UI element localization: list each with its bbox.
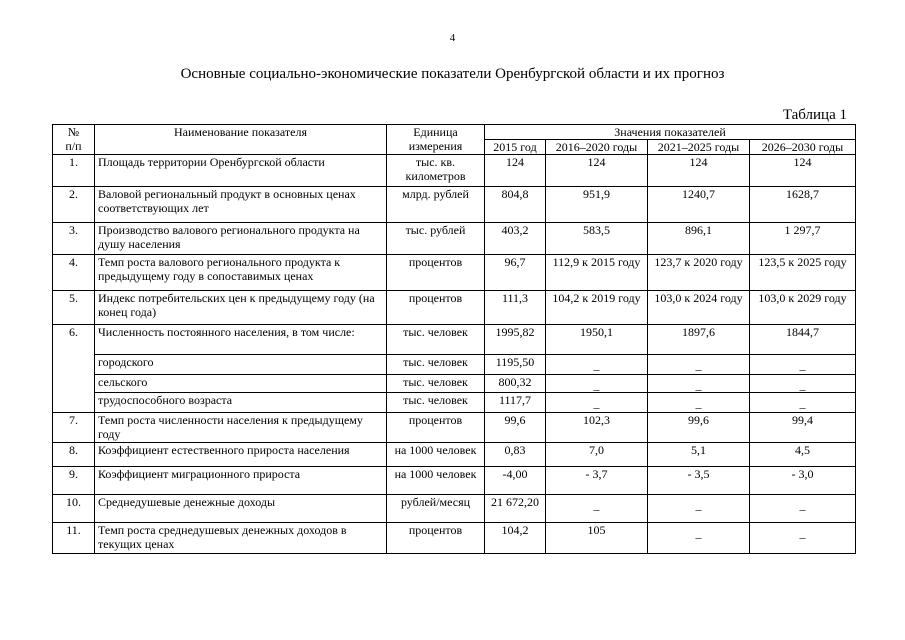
indicator-unit: рублей/месяц bbox=[387, 495, 485, 523]
indicator-value: 403,2 bbox=[485, 223, 546, 255]
row-number: 4. bbox=[53, 255, 95, 291]
row-number: 6. bbox=[53, 325, 95, 413]
indicator-value: 951,9 bbox=[546, 187, 648, 223]
indicator-value: 1950,1 bbox=[546, 325, 648, 355]
indicator-unit: млрд. рублей bbox=[387, 187, 485, 223]
indicator-value: - 3,7 bbox=[546, 467, 648, 495]
table-row bbox=[53, 413, 856, 443]
indicator-name: Производство валового регионального продукта на душу населения bbox=[95, 223, 387, 255]
header-name: Наименование показателя bbox=[95, 125, 387, 155]
indicator-value: 1195,50 bbox=[485, 355, 546, 375]
header-years-2026-2030: 2026–2030 годы bbox=[750, 140, 856, 155]
indicator-unit: на 1000 человек bbox=[387, 467, 485, 495]
indicator-name: Индекс потребительских цен к предыдущему году (на конец года) bbox=[95, 291, 387, 325]
indicator-name: Коэффициент естественного прироста населения bbox=[95, 443, 387, 467]
empty-value-dash: _ bbox=[799, 378, 806, 392]
indicator-name: Темп роста численности населения к предыдущему году bbox=[95, 413, 387, 443]
indicator-unit: процентов bbox=[387, 413, 485, 443]
row-number: 11. bbox=[53, 523, 95, 554]
indicator-unit: процентов bbox=[387, 523, 485, 554]
table-row bbox=[53, 223, 856, 255]
header-years-2021-2025: 2021–2025 годы bbox=[648, 140, 750, 155]
indicator-name: Площадь территории Оренбургской области bbox=[95, 155, 387, 187]
indicator-value: 1897,6 bbox=[648, 325, 750, 355]
indicator-value: 104,2 bbox=[485, 523, 546, 554]
indicator-value bbox=[750, 495, 856, 523]
indicator-value bbox=[750, 355, 856, 375]
indicator-value bbox=[546, 375, 648, 393]
indicator-value bbox=[750, 393, 856, 413]
table-row bbox=[53, 375, 856, 393]
empty-value-dash: _ bbox=[593, 396, 600, 410]
indicator-value: 0,83 bbox=[485, 443, 546, 467]
header-values-group: Значения показателей bbox=[485, 125, 856, 140]
empty-value-dash: _ bbox=[799, 498, 806, 512]
indicator-value: -4,00 bbox=[485, 467, 546, 495]
indicator-value: 7,0 bbox=[546, 443, 648, 467]
table-row bbox=[53, 523, 856, 554]
indicator-value: 105 bbox=[546, 523, 648, 554]
table-row bbox=[53, 325, 856, 355]
indicator-value bbox=[546, 393, 648, 413]
table-row bbox=[53, 187, 856, 223]
indicator-value bbox=[648, 393, 750, 413]
indicator-name: трудоспособного возраста bbox=[95, 393, 387, 413]
table-row bbox=[53, 155, 856, 187]
indicator-value bbox=[648, 375, 750, 393]
page-number: 4 bbox=[449, 32, 456, 44]
empty-value-dash: _ bbox=[695, 526, 702, 540]
indicator-value bbox=[750, 523, 856, 554]
indicator-unit: тыс. человек bbox=[387, 375, 485, 393]
indicator-value: 102,3 bbox=[546, 413, 648, 443]
row-number: 5. bbox=[53, 291, 95, 325]
indicator-value bbox=[546, 355, 648, 375]
empty-value-dash: _ bbox=[695, 396, 702, 410]
row-number: 7. bbox=[53, 413, 95, 443]
indicator-value: 124 bbox=[485, 155, 546, 187]
indicator-value: 99,6 bbox=[485, 413, 546, 443]
row-number: 9. bbox=[53, 467, 95, 495]
indicator-value: 1628,7 bbox=[750, 187, 856, 223]
row-number: 8. bbox=[53, 443, 95, 467]
indicator-value: 1 297,7 bbox=[750, 223, 856, 255]
indicator-value: 1240,7 bbox=[648, 187, 750, 223]
indicator-unit: процентов bbox=[387, 255, 485, 291]
header-unit: Единица измерения bbox=[387, 125, 485, 155]
indicator-value: 583,5 bbox=[546, 223, 648, 255]
indicator-value: 103,0 к 2024 году bbox=[648, 291, 750, 325]
indicator-value: 111,3 bbox=[485, 291, 546, 325]
indicator-value: 800,32 bbox=[485, 375, 546, 393]
indicator-name: городского bbox=[95, 355, 387, 375]
table-row bbox=[53, 495, 856, 523]
header-num: № п/п bbox=[53, 125, 95, 155]
indicator-value: 21 672,20 bbox=[485, 495, 546, 523]
indicator-value: 123,7 к 2020 году bbox=[648, 255, 750, 291]
table-row bbox=[53, 467, 856, 495]
indicator-unit: тыс. человек bbox=[387, 325, 485, 355]
indicator-name: Темп роста среднедушевых денежных доходов в текущих ценах bbox=[95, 523, 387, 554]
empty-value-dash: _ bbox=[695, 498, 702, 512]
indicator-value bbox=[750, 375, 856, 393]
table-row bbox=[53, 355, 856, 375]
empty-value-dash: _ bbox=[593, 498, 600, 512]
indicator-value: 124 bbox=[546, 155, 648, 187]
indicator-name: Среднедушевые денежные доходы bbox=[95, 495, 387, 523]
empty-value-dash: _ bbox=[695, 358, 702, 372]
indicator-value: 1995,82 bbox=[485, 325, 546, 355]
indicator-name: Численность постоянного населения, в том числе: bbox=[95, 325, 387, 355]
indicator-name: сельского bbox=[95, 375, 387, 393]
indicator-unit: тыс. рублей bbox=[387, 223, 485, 255]
indicator-value bbox=[648, 355, 750, 375]
row-number: 3. bbox=[53, 223, 95, 255]
indicator-unit: тыс. человек bbox=[387, 355, 485, 375]
indicator-value: - 3,5 bbox=[648, 467, 750, 495]
header-year-2015: 2015 год bbox=[485, 140, 546, 155]
empty-value-dash: _ bbox=[799, 358, 806, 372]
indicator-value: 112,9 к 2015 году bbox=[546, 255, 648, 291]
indicator-value: 124 bbox=[648, 155, 750, 187]
document-title: Основные социально-экономические показатели Оренбургской области и их прогноз bbox=[180, 66, 725, 82]
indicator-name: Темп роста валового регионального продукта к предыдущему году в сопоставимых ценах bbox=[95, 255, 387, 291]
indicator-value: - 3,0 bbox=[750, 467, 856, 495]
table-row bbox=[53, 443, 856, 467]
indicators-table bbox=[52, 124, 856, 554]
table-row bbox=[53, 291, 856, 325]
indicator-value: 99,6 bbox=[648, 413, 750, 443]
indicator-unit: процентов bbox=[387, 291, 485, 325]
indicator-value: 99,4 bbox=[750, 413, 856, 443]
indicator-value: 123,5 к 2025 году bbox=[750, 255, 856, 291]
indicator-value: 1117,7 bbox=[485, 393, 546, 413]
indicator-value bbox=[648, 523, 750, 554]
row-number: 10. bbox=[53, 495, 95, 523]
indicator-value: 896,1 bbox=[648, 223, 750, 255]
indicator-value: 804,8 bbox=[485, 187, 546, 223]
empty-value-dash: _ bbox=[695, 378, 702, 392]
indicator-name: Валовой региональный продукт в основных ценах соответствующих лет bbox=[95, 187, 387, 223]
empty-value-dash: _ bbox=[593, 358, 600, 372]
empty-value-dash: _ bbox=[593, 378, 600, 392]
indicator-value: 124 bbox=[750, 155, 856, 187]
indicator-name: Коэффициент миграционного прироста bbox=[95, 467, 387, 495]
indicator-unit: на 1000 человек bbox=[387, 443, 485, 467]
indicator-value: 4,5 bbox=[750, 443, 856, 467]
indicator-value: 96,7 bbox=[485, 255, 546, 291]
indicator-value: 5,1 bbox=[648, 443, 750, 467]
indicator-value: 103,0 к 2029 году bbox=[750, 291, 856, 325]
row-number: 1. bbox=[53, 155, 95, 187]
table-row bbox=[53, 393, 856, 413]
indicator-value bbox=[546, 495, 648, 523]
empty-value-dash: _ bbox=[799, 526, 806, 540]
empty-value-dash: _ bbox=[799, 396, 806, 410]
table-label: Таблица 1 bbox=[782, 107, 847, 123]
indicator-unit: тыс. человек bbox=[387, 393, 485, 413]
indicator-value: 1844,7 bbox=[750, 325, 856, 355]
indicator-value bbox=[648, 495, 750, 523]
header-years-2016-2020: 2016–2020 годы bbox=[546, 140, 648, 155]
table-row bbox=[53, 255, 856, 291]
indicator-unit: тыс. кв. километров bbox=[387, 155, 485, 187]
indicator-value: 104,2 к 2019 году bbox=[546, 291, 648, 325]
row-number: 2. bbox=[53, 187, 95, 223]
